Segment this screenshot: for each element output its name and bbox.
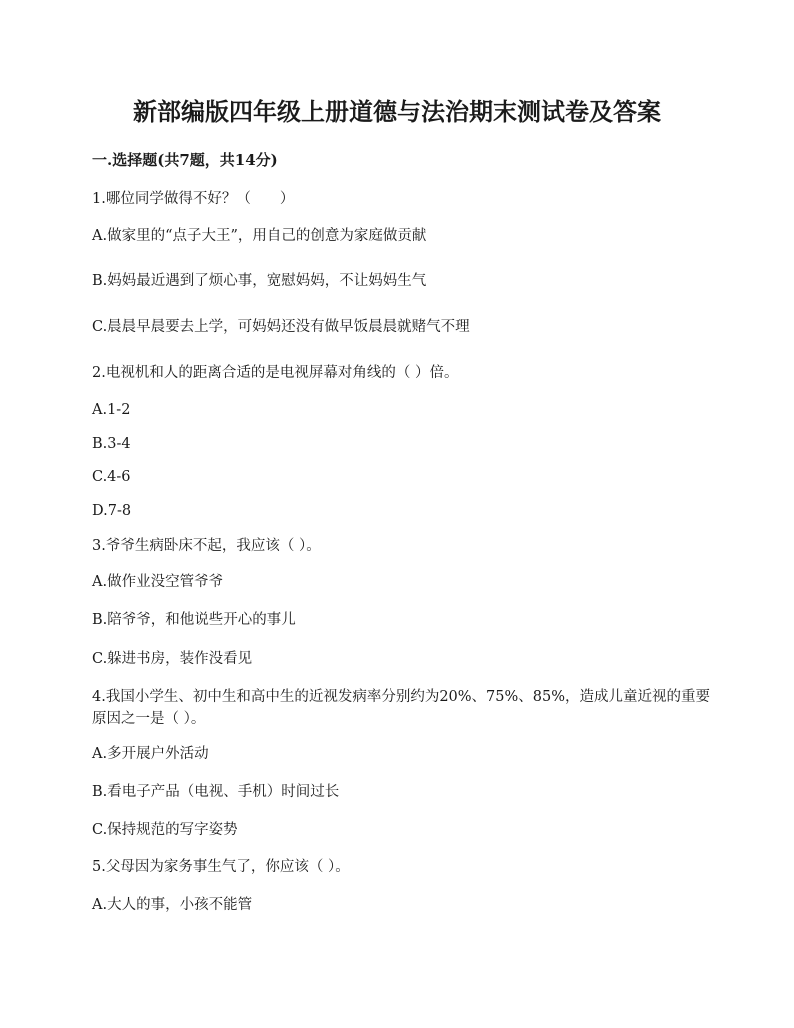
question-4-option-b: B.看电子产品（电视、手机）时间过长 xyxy=(92,784,340,800)
question-1-stem: 1.哪位同学做得不好？（ ） xyxy=(92,191,295,207)
question-4-option-c: C.保持规范的写字姿势 xyxy=(92,822,238,838)
question-5-option-a: A.大人的事，小孩不能管 xyxy=(92,897,253,913)
question-1-option-b: B.妈妈最近遇到了烦心事，宽慰妈妈，不让妈妈生气 xyxy=(92,273,427,289)
question-4-stem: 4.我国小学生、初中生和高中生的近视发病率分别约为20%、75%、85%，造成儿童近视的重要原因之一是（ ）。 xyxy=(92,689,711,727)
question-3-stem: 3.爷爷生病卧床不起，我应该（ ）。 xyxy=(92,538,321,554)
question-1-option-a: A.做家里的“点子大王”，用自己的创意为家庭做贡献 xyxy=(92,228,427,244)
question-2-option-a: A.1-2 xyxy=(92,402,131,418)
question-5-stem: 5.父母因为家务事生气了，你应该（ ）。 xyxy=(92,859,350,875)
question-3-option-b: B.陪爷爷，和他说些开心的事儿 xyxy=(92,612,296,628)
question-1-option-c: C.晨晨早晨要去上学，可妈妈还没有做早饭晨晨就赌气不理 xyxy=(92,319,470,335)
question-4-option-a: A.多开展户外活动 xyxy=(92,746,209,762)
document-title: 新部编版四年级上册道德与法治期末测试卷及答案 xyxy=(133,97,661,126)
question-3-option-a: A.做作业没空管爷爷 xyxy=(92,574,224,590)
question-2-option-c: C.4-6 xyxy=(92,469,131,485)
question-2-stem: 2.电视机和人的距离合适的是电视屏幕对角线的（ ）倍。 xyxy=(92,365,459,381)
question-2-option-b: B.3-4 xyxy=(92,436,131,452)
question-3-option-c: C.躲进书房，装作没看见 xyxy=(92,651,253,667)
section-heading: 一.选择题(共7题，共14分) xyxy=(92,151,278,169)
question-2-option-d: D.7-8 xyxy=(92,503,132,519)
